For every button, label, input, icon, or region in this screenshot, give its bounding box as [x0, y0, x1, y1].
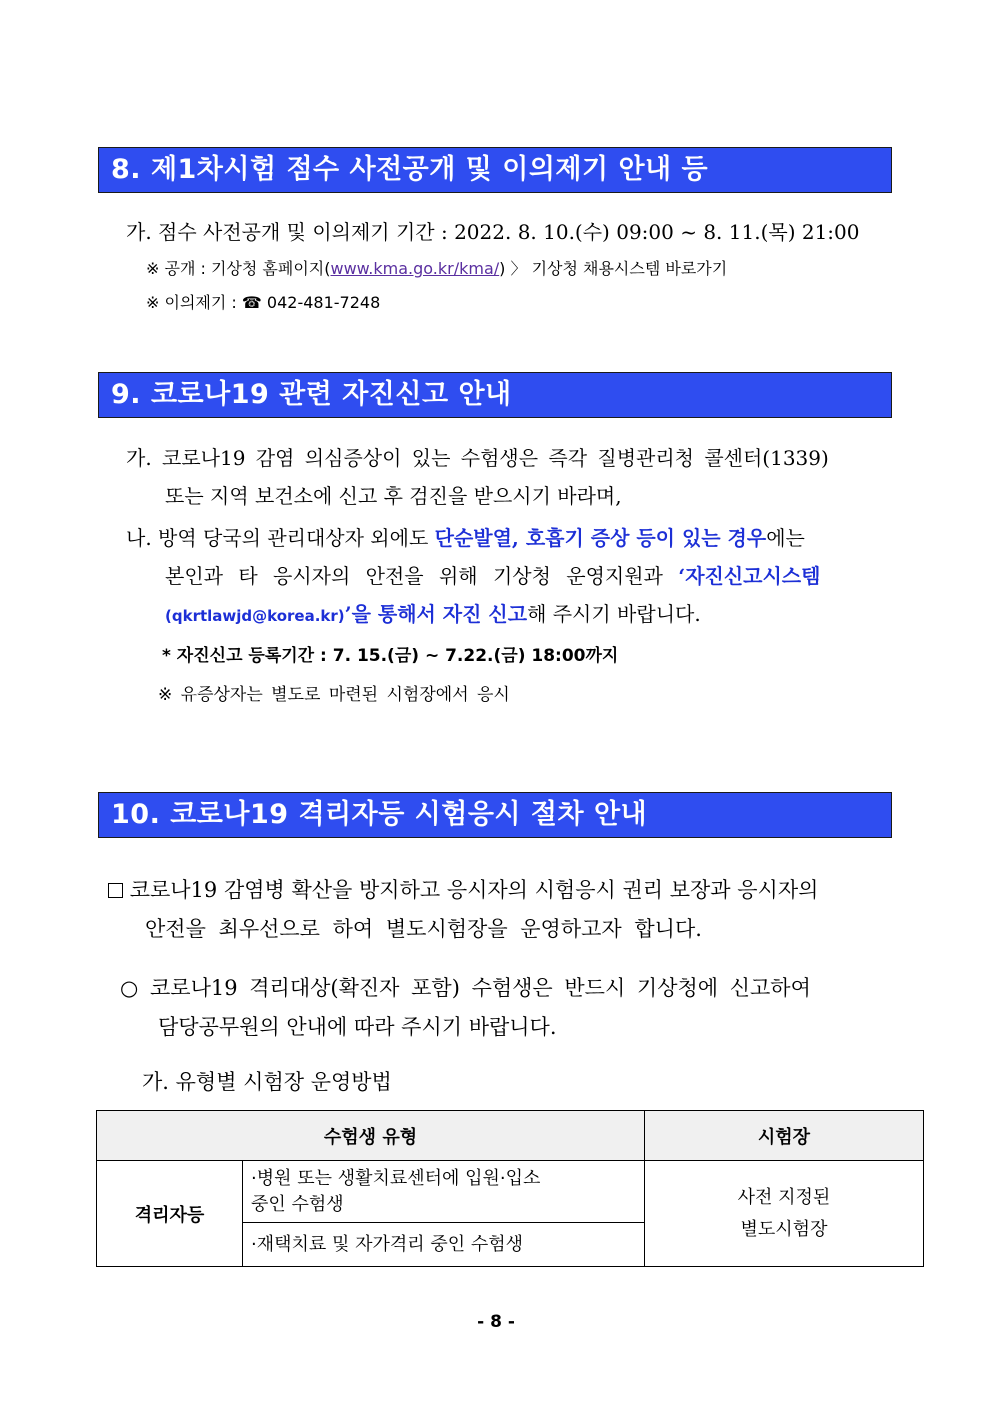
objection-note: [146, 290, 380, 313]
registration-period-note: * 자진신고 등록기간 : 7. 15.(금) ~ 7.22.(금) 18:00까지: [162, 646, 619, 666]
venue-operation-table: [96, 1110, 924, 1267]
disclosure-note-suffix: ) 〉 기상청 채용시스템 바로가기: [499, 259, 728, 278]
designated-site-line1: 사전 지정된: [737, 1186, 831, 1208]
procedure-intro-text: 코로나19 감염병 확산을 방지하고 응시자의 시험응시 권리 보장과 응시자의: [129, 878, 819, 902]
self-report-system-highlight: ‘자진신고시스템: [678, 564, 821, 588]
procedure-intro-line1: [108, 874, 818, 904]
section-8-heading: 8. 제1차시험 점수 사전공개 및 이의제기 안내 등: [98, 147, 892, 193]
self-report-method-highlight: ’을 통해서 자진 신고: [344, 602, 528, 626]
symptom-report-line1: 가. 코로나19 감염 의심증상이 있는 수험생은 즉각 질병관리청 콜센터(1339): [126, 446, 829, 470]
phone-icon: ☎: [241, 293, 262, 312]
header-examinee-type: 수험생 유형: [97, 1111, 645, 1161]
quarantine-report-line2: 담당공무원의 안내에 따라 주시기 바랍니다.: [158, 1015, 557, 1039]
header-exam-site: 시험장: [645, 1111, 924, 1161]
square-bullet-icon: [108, 883, 123, 898]
objection-note-prefix: ※ 이의제기 :: [146, 293, 242, 312]
self-report-line1-prefix: 나. 방역 당국의 관리대상자 외에도: [126, 526, 435, 550]
category-quarantined: 격리자등: [97, 1161, 243, 1267]
self-report-line3: [165, 598, 701, 627]
quarantine-report-line1: ○ 코로나19 격리대상(확진자 포함) 수험생은 반드시 기상청에 신고하여: [120, 976, 811, 1000]
self-report-line2: [165, 560, 820, 589]
symptom-report-line2: 또는 지역 보건소에 신고 후 검진을 받으시기 바라며,: [165, 484, 622, 508]
disclosure-note: [146, 256, 727, 279]
type-hospitalized-line2: 중인 수험생: [251, 1193, 344, 1215]
disclosure-note-prefix: ※ 공개 : 기상청 홈페이지(: [146, 259, 331, 278]
type-home-quarantine: ·재택치료 및 자가격리 중인 수험생: [243, 1223, 645, 1267]
section-9-heading: 9. 코로나19 관련 자진신고 안내: [98, 372, 892, 418]
type-hospitalized: [243, 1161, 645, 1223]
procedure-intro-line2: 안전을 최우선으로 하여 별도시험장을 운영하고자 합니다.: [145, 917, 702, 941]
self-report-email: (qkrtlawjd@korea.kr): [165, 607, 345, 625]
table-row: [97, 1161, 924, 1223]
symptom-highlight: 단순발열, 호흡기 증상 등이 있는 경우: [434, 526, 767, 550]
self-report-line2-prefix: 본인과 타 응시자의 안전을 위해 기상청 운영지원과: [165, 564, 679, 588]
designated-site-line2: 별도시험장: [740, 1218, 828, 1240]
symptomatic-venue-note: ※ 유증상자는 별도로 마련된 시험장에서 응시: [158, 685, 510, 705]
venue-method-subheading: 가. 유형별 시험장 운영방법: [142, 1070, 392, 1094]
self-report-line1-suffix: 에는: [766, 526, 805, 550]
page-number: - 8 -: [477, 1312, 515, 1332]
type-hospitalized-line1: ·병원 또는 생활치료센터에 입원·입소: [251, 1167, 541, 1189]
self-report-line3-suffix: 해 주시기 바랍니다.: [527, 602, 701, 626]
objection-phone: 042-481-7248: [261, 293, 381, 312]
designated-site: [645, 1161, 924, 1267]
kma-homepage-link[interactable]: www.kma.go.kr/kma/: [330, 259, 500, 278]
score-disclosure-period: 가. 점수 사전공개 및 이의제기 기간 : 2022. 8. 10.(수) 09:00 ~ 8. 11.(목) 21:00: [126, 220, 860, 244]
section-10-heading: 10. 코로나19 격리자등 시험응시 절차 안내: [98, 792, 892, 838]
self-report-line1: [126, 522, 805, 551]
table-header-row: [97, 1111, 924, 1161]
